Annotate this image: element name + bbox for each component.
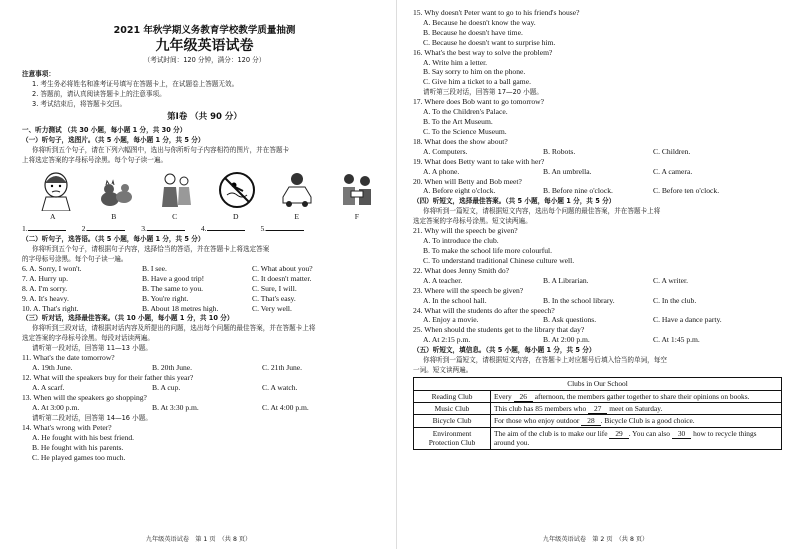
section-4: （四）听短文，选择最佳答案。（共 5 小题，每小题 1 分，共 5 分） [413,197,616,206]
question-12: 12. What will the speakers buy for their father this year? [22,373,194,383]
section-5: （五）听短文，填信息。（共 5 小题，每小题 1 分，共 5 分） [413,346,596,355]
letter-c: C [172,212,178,221]
option-c: C. 21th June. [262,363,303,373]
question-23-options [413,296,782,306]
blank-label: 2. [81,224,88,233]
section-1a-instr2: 上将选定答案的字母标号涂黑。每个句子读一遍。 [22,156,168,164]
fill-blank-26[interactable]: 26 [514,392,533,402]
club-desc [491,390,782,402]
girl-crying-picture [36,169,76,211]
answer-blanks-row [22,223,387,234]
option-a: A. A phone. [423,166,460,176]
option-b: B. About 18 metres high. [142,303,219,313]
club-desc [491,403,782,415]
question-row [22,284,387,294]
question-18-options [413,147,782,157]
blank-label: 5. [260,224,267,233]
question-24-options [413,315,782,325]
table-row [414,390,782,402]
option-a: A. Because he doesn't know the way. [423,17,536,27]
desc-text: afternoon, the members gather together to share their opinions on books. [532,391,750,401]
question-18: 18. What does the show about? [413,136,508,146]
question-row [22,274,387,284]
option-c: C. Before ten o'clock. [653,186,720,196]
letter-d: D [233,212,239,221]
option-c: C. It doesn't matter. [252,273,312,283]
option-c: C. He played games too much. [32,452,126,462]
question-15: 15. Why doesn't Peter want to go to his friend's house? [413,8,580,17]
option-a: A. At 3:00 p.m. [32,402,80,412]
letter-a: A [50,212,56,221]
table-row [414,403,782,415]
option-a: A. Write him a letter. [423,57,488,67]
club-name: Reading Club [414,390,491,402]
option-b: B. A cup. [152,383,181,393]
option-c: C. To the Science Museum. [423,126,507,136]
section-1c: （三）听对话，选择最佳答案。（共 10 小题，每小题 1 分，共 10 分） [22,314,234,323]
option-a: A. Enjoy a movie. [423,315,479,325]
option-b: B. The same to you. [142,283,204,293]
option-c: C. Have a dance party. [653,315,722,325]
question-22-options [413,276,782,286]
dialogue-2-label: 请听第二段对话，回答第 14—16 小题。 [32,413,152,422]
option-c: C. Sure, I will. [252,283,297,293]
question-17: 17. Where does Bob want to go tomorrow? [413,97,545,107]
option-b: B. Before nine o'clock. [543,186,613,196]
no-swimming-sign-picture [217,169,257,211]
option-c: C. To understand traditional Chinese culture well. [423,256,575,266]
club-desc [491,427,782,449]
option-a: 8. A. I'm sorry. [22,283,68,293]
desc-text: Every [494,391,514,401]
exam-title: 2021 年秋学期义务教育学校教学质量抽测 [113,25,296,36]
section-4-instr2: 选定答案的字母标号涂黑。短文读两遍。 [413,217,532,226]
boy-in-car-picture [277,169,317,211]
option-c: C. A watch. [262,383,298,393]
option-c: C. A camera. [653,166,693,176]
option-c: C. At 4:00 p.m. [262,402,309,412]
table-row [414,415,782,427]
desc-text: The aim of the club is to make our life [494,428,610,438]
picture-letters [50,212,359,221]
option-a: 9. A. It's heavy. [22,293,69,303]
page-2 [397,0,794,549]
notes-heading: 注意事项： [22,70,55,78]
question-16: 16. What's the best way to solve the problem? [413,47,553,57]
cats-picture [96,169,136,211]
section-4-instr: 你将听到一篇短文，请根据短文内容，选出每个问题的最佳答案，并在答题卡上将 [423,207,661,216]
answer-blank[interactable] [87,223,125,231]
picture-row [36,169,377,211]
section-1c-instr2: 选定答案的字母标号涂黑。每段对话读两遍。 [22,334,154,343]
option-a: 6. A. Sorry, I won't. [22,263,82,273]
question-25-options [413,335,782,345]
question-row [22,294,387,304]
table-title: Clubs in Our School [414,378,782,390]
letter-f: F [354,212,359,221]
section-listening: 一、听力测试 （共 30 小题，每小题 1 分，共 30 分） [22,126,187,134]
option-a: A. To the Children's Palace. [423,107,508,117]
option-c: C. Because he doesn't want to surprise him. [423,37,556,47]
option-b: B. An umbrella. [543,166,592,176]
section-5-instr: 你将听到一篇短文，请根据短文内容，在答题卡上对应题号后填入恰当的单词，每空 [423,356,667,365]
question-20: 20. When will Betty and Bob meet? [413,176,522,186]
option-c: C. At 1:45 p.m. [653,335,700,345]
section-1b-instr2: 的字母标号涂黑。每个句子读一遍。 [22,254,128,263]
option-a: A. To introduce the club. [423,236,499,246]
page-2-footer: 九年级英语试卷 第 2 页 （共 8 页） [542,536,649,543]
option-b: B. Have a good trip! [142,273,205,283]
club-name: Music Club [414,403,491,415]
desc-text: . Bicycle Club is a good choice. [600,416,695,426]
fill-blank-28[interactable]: 28 [581,416,600,426]
question-19: 19. What does Betty want to take with her? [413,156,545,166]
section-1c-instr: 你将听到三段对话，请根据对话内容及所提出的问题，选出每个问题的最佳答案，并在答题卡上将 [32,324,316,333]
club-name: Bicycle Club [414,415,491,427]
option-b: B. To the Art Museum. [423,117,493,127]
desc-text: meet on Saturday. [607,404,663,413]
option-a: A. He fought with his best friend. [32,432,135,442]
option-b: B. At 3:30 p.m. [152,402,199,412]
question-20-options [413,186,782,196]
question-25: 25. When should the students get to the library that day? [413,325,585,335]
option-b: B. You're right. [142,293,189,303]
option-b: B. He fought with his parents. [32,442,124,452]
option-c: C. Children. [653,146,691,156]
question-23: 23. Where will the speech be given? [413,285,524,295]
question-19-options [413,167,782,177]
option-a: A. In the school hall. [423,295,487,305]
desc-text: . You can also [628,428,672,438]
answer-blank[interactable] [207,223,245,231]
people-talking-picture [156,169,196,211]
people-reading-picture [337,169,377,211]
blank-label: 3. [141,224,147,233]
fill-blank-27[interactable]: 27 [588,404,607,414]
option-b: B. 20th June. [152,363,193,373]
question-22: 22. What does Jenny Smith do? [413,265,510,275]
option-a: A. Before eight o'clock. [423,186,496,196]
answer-blank[interactable] [28,223,66,231]
desc-text: This club has 85 members who [494,404,589,413]
letter-e: E [294,212,299,221]
option-c: C. What about you? [252,263,313,273]
page-1-footer: 九年级英语试卷 第 1 页 （共 8 页） [145,536,252,543]
question-11-options [22,363,387,373]
option-a: 10. A. That's right. [22,303,79,313]
option-a: A. At 2:15 p.m. [423,335,471,345]
desc-text: how to recycle things around you. [494,428,757,448]
question-row [22,304,387,314]
fill-blank-29[interactable]: 29 [609,429,628,439]
question-12-options [22,383,387,393]
exam-info: （考试时间：120 分钟，满分：120 分） [143,56,266,64]
option-b: B. Robots. [543,146,576,156]
blank-label: 1. [22,224,28,233]
question-14: 14. What's wrong with Peter? [22,422,112,432]
option-b: B. Ask questions. [543,315,597,325]
question-row [22,264,387,274]
option-b: B. Say sorry to him on the phone. [423,67,526,77]
question-13: 13. When will the speakers go shopping? [22,393,147,403]
section-1b: （二）听句子，选答语。（共 5 小题，每小题 1 分，共 5 分） [22,234,205,243]
section-1a: （一）听句子，选图片。（共 5 小题，每小题 1 分，共 5 分） [22,136,205,144]
desc-text: For those who enjoy outdoor [494,416,582,426]
table-row [414,427,782,449]
option-a: A. A teacher. [423,275,463,285]
option-c: C. Give him a ticket to a ball game. [423,77,531,87]
blank-label: 4. [200,224,207,233]
note-1: 1. 考生务必将姓名和准考证号填写在答题卡上，在试题卷上答题无效。 [32,80,239,88]
exam-subtitle: 九年级英语试卷 [155,38,254,54]
section-1a-instr: 你将听到五个句子，请在下列六幅图中，选出与你所听句子内容相符的图片，并在答题卡 [32,146,290,154]
option-b: B. A Librarian. [543,275,589,285]
club-name: Environment Protection Club [414,427,491,449]
dialogue-1-label: 请听第一段对话，回答第 11—13 小题。 [32,344,152,353]
dialogue-3-label: 请听第三段对话，回答第 17—20 小题。 [423,88,543,97]
note-2: 2. 答题前，请认真阅读答题卡上的注意事项。 [32,90,166,98]
fill-blank-30[interactable]: 30 [672,429,691,439]
question-24: 24. What will the students do after the speech? [413,305,555,315]
option-b: B. Because he doesn't have time. [423,27,523,37]
option-a: 7. A. Hurry up. [22,273,68,283]
option-c: C. Very well. [252,303,292,313]
note-3: 3. 考试结束后，将答题卡交回。 [32,100,127,108]
question-21: 21. Why will the speech be given? [413,226,518,236]
letter-b: B [111,212,117,221]
question-11: 11. What's the date tomorrow? [22,353,115,363]
answer-blank[interactable] [266,223,304,231]
option-c: C. In the club. [653,295,697,305]
section-5-instr2: 一词。短文读两遍。 [413,366,473,375]
option-a: A. A scarf. [32,383,65,393]
option-c: C. A writer. [653,275,689,285]
option-c: C. That's easy. [252,293,296,303]
option-b: B. In the school library. [543,295,615,305]
question-13-options [22,403,387,413]
answer-blank[interactable] [147,223,185,231]
club-desc [491,415,782,427]
option-b: B. At 2:00 p.m. [543,335,590,345]
part-1-heading: 第Ⅰ卷 （共 90 分） [167,112,242,122]
clubs-table [413,377,782,449]
option-a: A. 19th June. [32,363,73,373]
option-b: B. I see. [142,263,167,273]
section-1b-instr: 你将听到五个句子，请根据句子内容，选择恰当的答语，并在答题卡上将选定答案 [32,244,270,253]
option-a: A. Computers. [423,146,468,156]
option-b: B. To make the school life more colourful. [423,246,553,256]
